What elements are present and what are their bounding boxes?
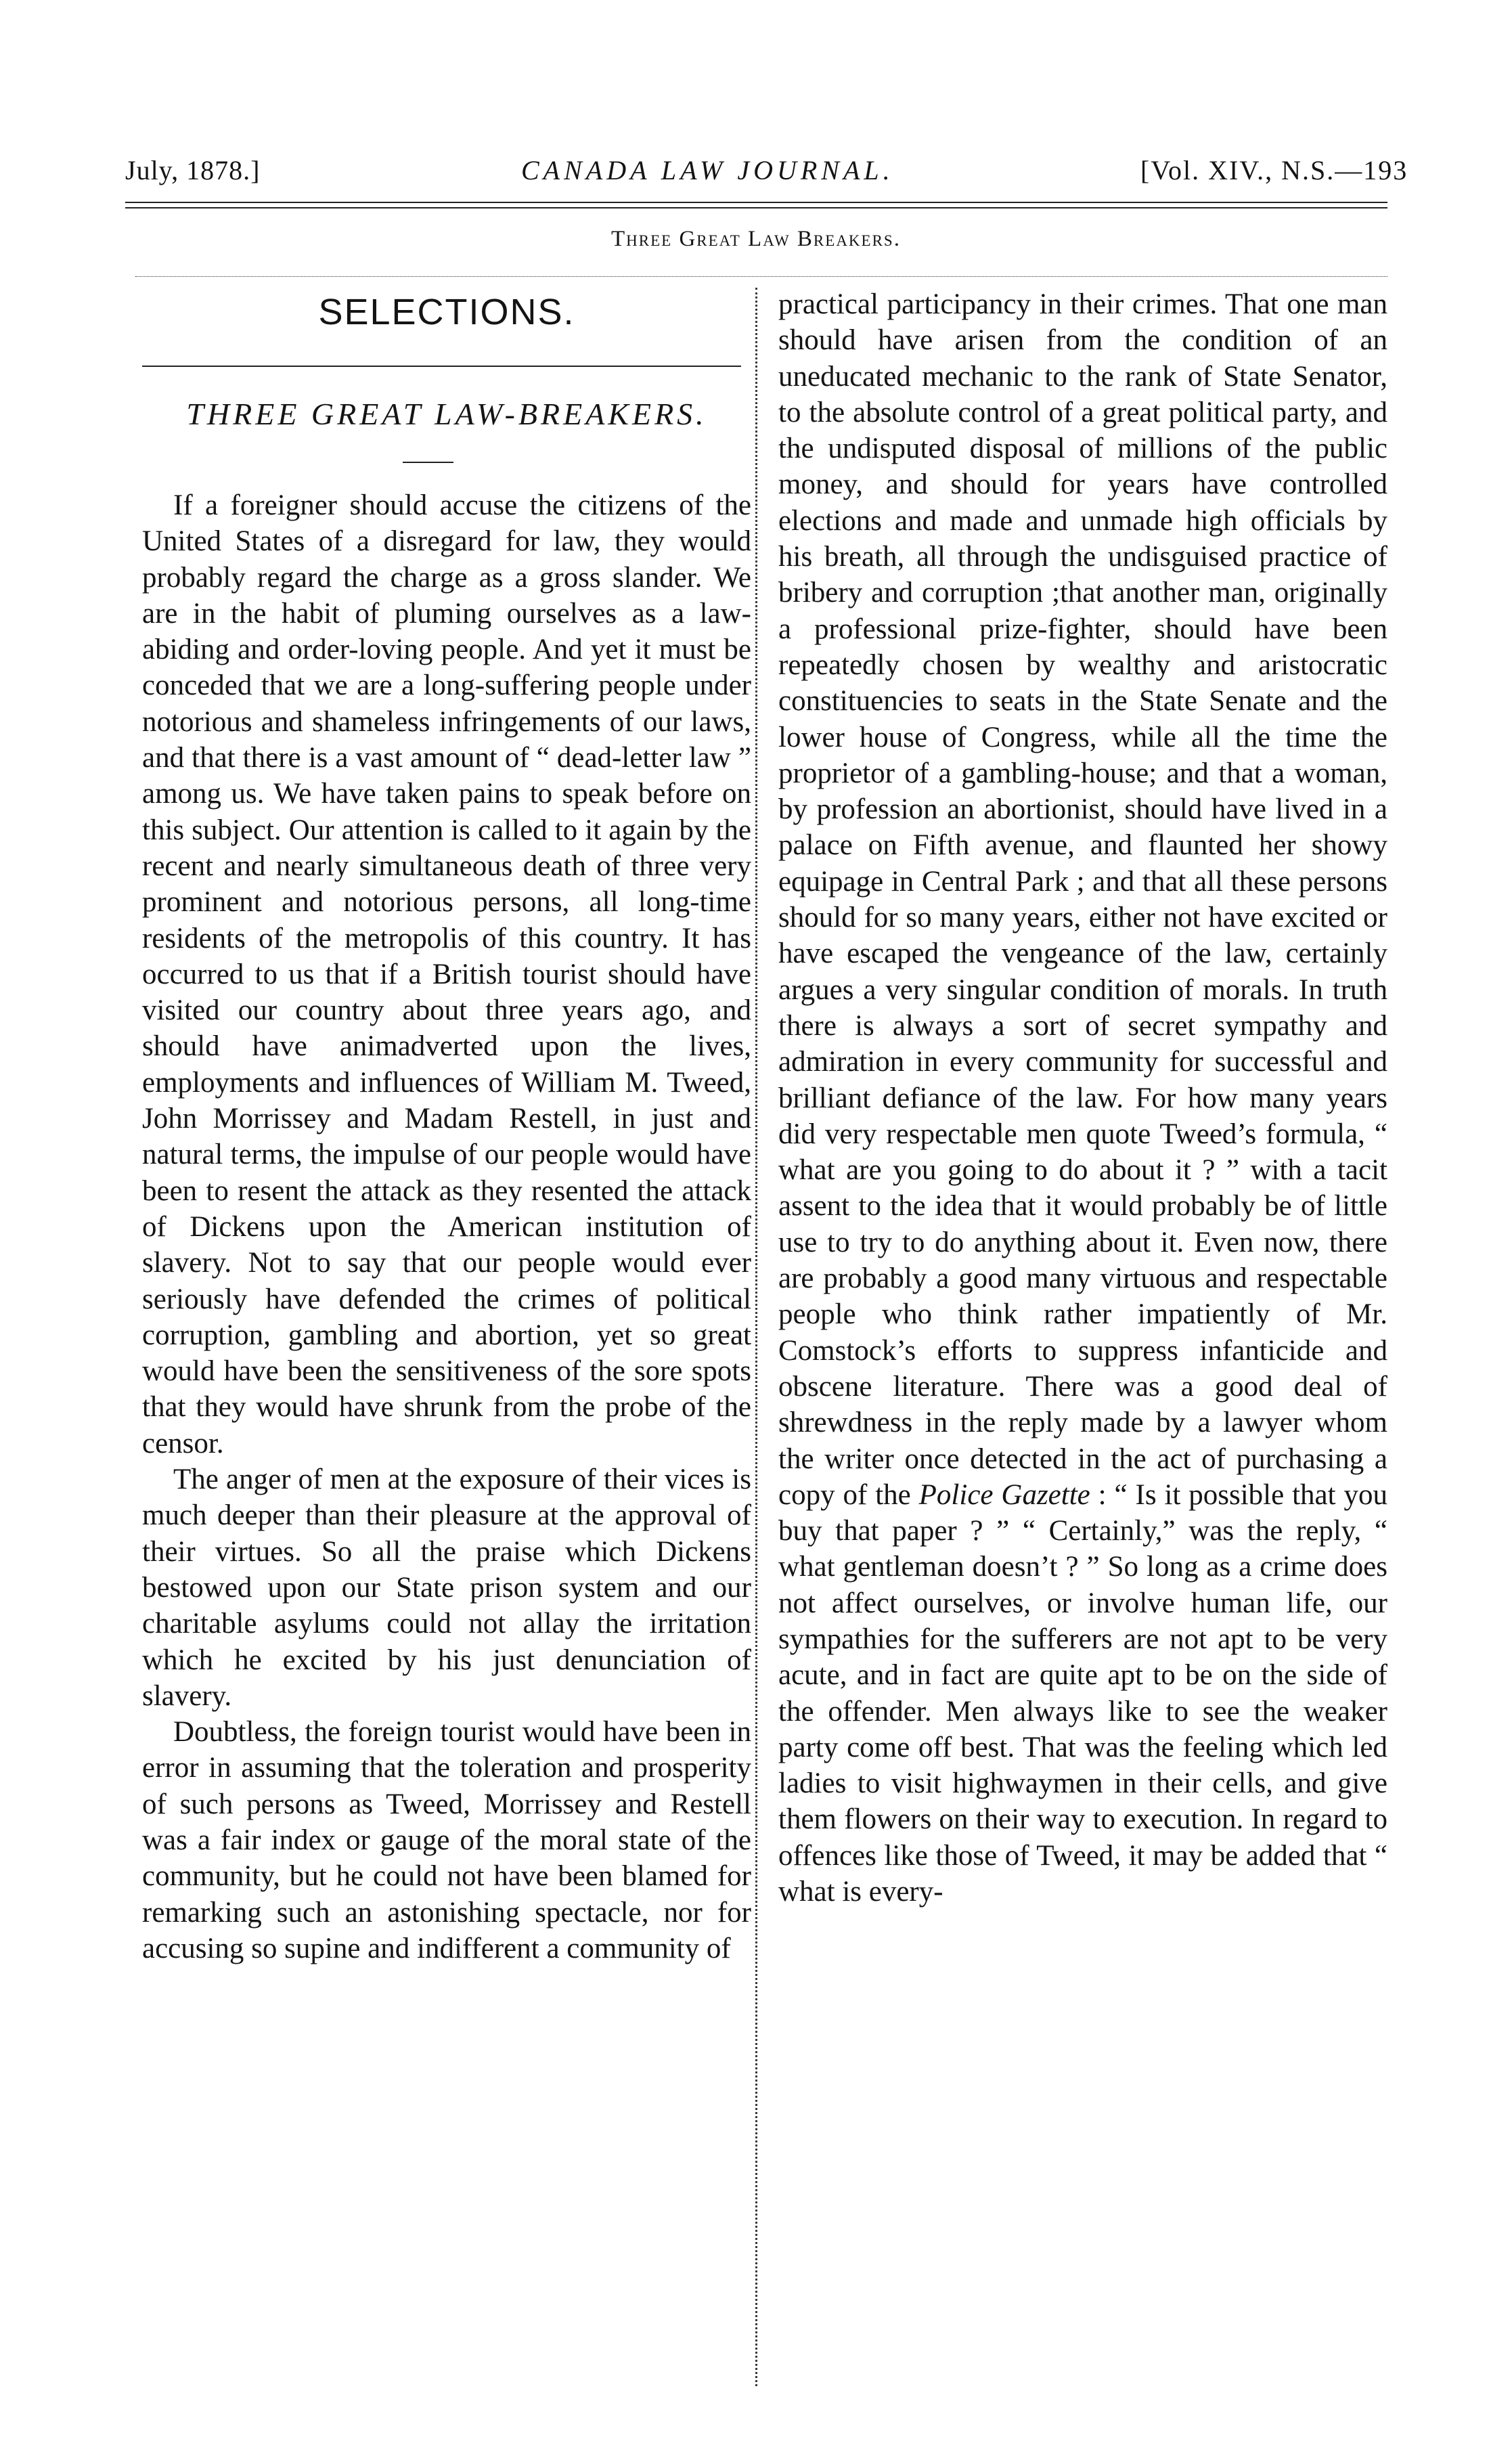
- left-paragraph-3: Doubtless, the foreign tourist would have been in error in assuming that the toleration and prosperity of such persons as Tweed, Morrissey and Restell was a fair index or gauge of the moral state of the community, but he could not have been blamed for remarking such an astonishing spectacle, nor for accusing so supine and indifferent a community of: [142, 1716, 751, 1964]
- header-date: July, 1878.]: [125, 155, 261, 185]
- right-text-part-1: practical participancy in their crimes. That one man should have arisen from the condition of an uneducated mechanic to the rank of State Senator, to the absolute control of a great political party, and the undisputed disposal of millions of the public money, and should for years have controlled elections and made and unmade high officials by his breath, all through the undisguised practice of bribery and corruption ;that another man, originally a professional prize-fighter, should have been repeatedly chosen by wealthy and aristocratic constituencies to seats in the State Senate and the lower house of Congress, while all the time the proprietor of a gambling-house; and that a woman, by profession an abortionist, should have lived in a palace on Fifth avenue, and flaunted her showy equipage in Central Park ; and that all these persons should for so many years, either not have excited or have escaped the vengeance of the law, certainly argues a very singular condition of morals. In truth there is always a sort of secret sympathy and admiration in every community for successful and brilliant defiance of the law. For how many years did very respectable men quote Tweed’s formula, “ what are you going to do about it ? ” with a tacit assent to the idea that it would probably be of little use to try to do anything about it. Even now, there are probably a good many virtuous and respectable people who think rather impatiently of Mr. Comstock’s efforts to suppress infanticide and obscene literature. There was a good deal of shrewdness in the reply made by a lawyer whom the writer once detected in the act of purchasing a copy of the: [778, 288, 1387, 1511]
- left-column: [142, 487, 751, 1966]
- article-title-rule: [403, 462, 453, 463]
- police-gazette-title: Police Gazette: [918, 1478, 1090, 1511]
- article-title: THREE GREAT LAW-BREAKERS.: [186, 397, 707, 431]
- left-paragraph-1: If a foreigner should accuse the citizens of the United States of a disregard for law, they would probably regard the charge as a gross slander. We are in the habit of pluming ourselves as a law-abiding and order-loving people. And yet it must be conceded that we are a long-suffering people under notorious and shameless infringements of our laws, and that there is a vast amount of “ dead-letter law ” among us. We have taken pains to speak before on this subject. Our attention is called to it again by the recent and nearly simultaneous death of three very prominent and notorious persons, all long-time residents of the metropolis of this country. It has occurred to us that if a British tourist should have visited our country about three years ago, and should have animadverted upon the lives, employments and influences of William M. Tweed, John Morrissey and Madam Restell, in just and natural terms, the impulse of our people would have been to resent the attack as they resented the attack of Dickens upon the American institution of slavery. Not to say that our people would ever seriously have defended the crimes of political corruption, gambling and abortion, yet so great would have been the sensitiveness of the sore spots that they would have shrunk from the probe of the censor.: [142, 489, 751, 1459]
- running-title-rule: [135, 276, 1387, 277]
- section-heading-rule: [142, 366, 741, 367]
- column-divider: [755, 288, 757, 2386]
- left-paragraph-2: The anger of men at the exposure of their vices is much deeper than their pleasure at the approval of their virtues. So all the praise which Dickens bestowed upon our State prison system and our charitable asylums could not allay the irritation which he excited by his just denunciation of slavery.: [142, 1464, 751, 1712]
- right-paragraph-1: [778, 286, 1387, 1910]
- right-text-part-2: : “ Is it possible that you buy that paper ? ” “ Certainly,” was the reply, “ what gentleman doesn’t ? ” So long as a crime does not affect ourselves, or involve human life, our sympathies for the sufferers are not apt to be very acute, and in fact are quite apt to be on the side of the offender. Men always like to see the weaker party come off best. That was the feeling which led ladies to visit highwaymen in their cells, and give them flowers on their way to execution. In regard to offences like those of Tweed, it may be added that “ what is every-: [778, 1478, 1387, 1908]
- header-journal-title: CANADA LAW JOURNAL.: [521, 155, 894, 185]
- section-heading: SELECTIONS.: [318, 292, 575, 332]
- header-rule-top: [125, 202, 1387, 203]
- header-volume: [Vol. XIV., N.S.—193: [1140, 155, 1408, 185]
- running-title: Three Great Law Breakers.: [611, 227, 901, 251]
- header-rule-bottom: [125, 207, 1387, 208]
- right-column: [778, 286, 1387, 1910]
